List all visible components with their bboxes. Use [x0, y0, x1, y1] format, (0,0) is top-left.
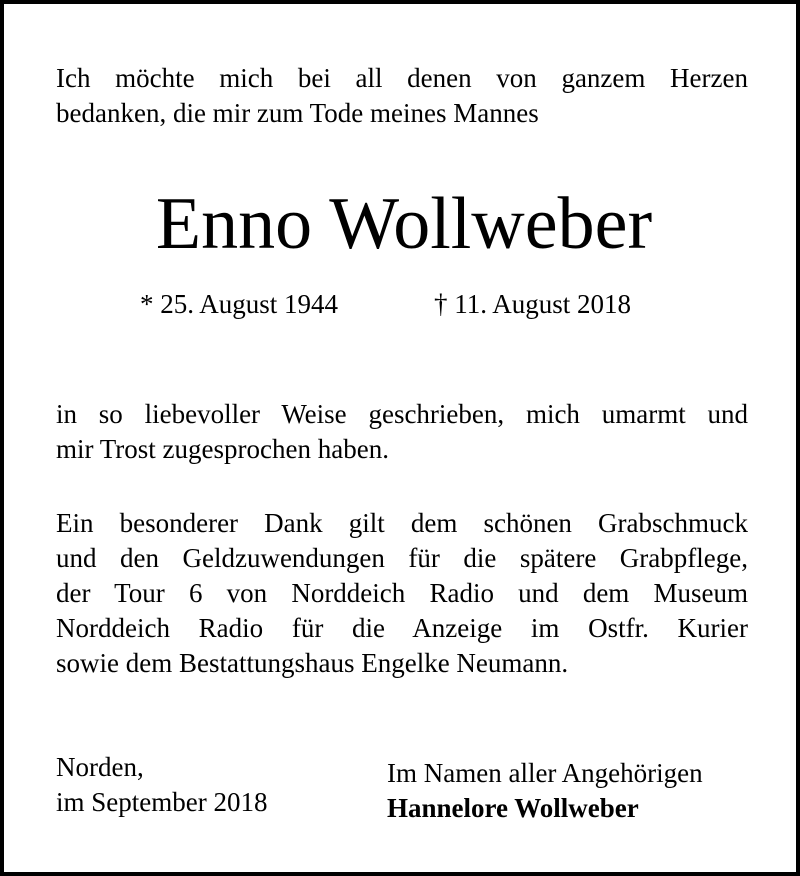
thanks-line: der Tour 6 von Norddeich Radio und dem Museum: [56, 578, 748, 608]
thanks-line: sowie dem Bestattungshaus Engelke Neumann.: [56, 648, 569, 678]
condolence-line: mir Trost zugesprochen haben.: [56, 434, 389, 464]
intro-line: Ich möchte mich bei all denen von ganzem Herzen: [56, 63, 748, 93]
thanks-line: und den Geldzuwendungen für die spätere Grabpflege,: [56, 543, 748, 573]
signoff-line: Im Namen aller Angehörigen: [387, 758, 703, 788]
date-line: im September 2018: [56, 787, 268, 817]
intro-paragraph: [56, 61, 748, 131]
death-date: † 11. August 2018: [434, 289, 632, 319]
signoff: [387, 756, 703, 826]
signoff-name: Hannelore Wollweber: [387, 793, 639, 823]
place-line: Norden,: [56, 752, 144, 782]
birth-date: * 25. August 1944: [140, 289, 339, 319]
deceased-name: Enno Wollweber: [155, 183, 653, 265]
condolence-paragraph: [56, 397, 748, 467]
condolence-line: in so liebevoller Weise geschrieben, mich umarmt und: [56, 399, 748, 429]
place-and-date: [56, 750, 267, 820]
special-thanks-paragraph: [56, 506, 748, 681]
intro-line: bedanken, die mir zum Tode meines Mannes: [56, 98, 539, 128]
thanks-line: Norddeich Radio für die Anzeige im Ostfr. Kurier: [56, 613, 748, 643]
thanks-line: Ein besonderer Dank gilt dem schönen Grabschmuck: [56, 508, 748, 538]
